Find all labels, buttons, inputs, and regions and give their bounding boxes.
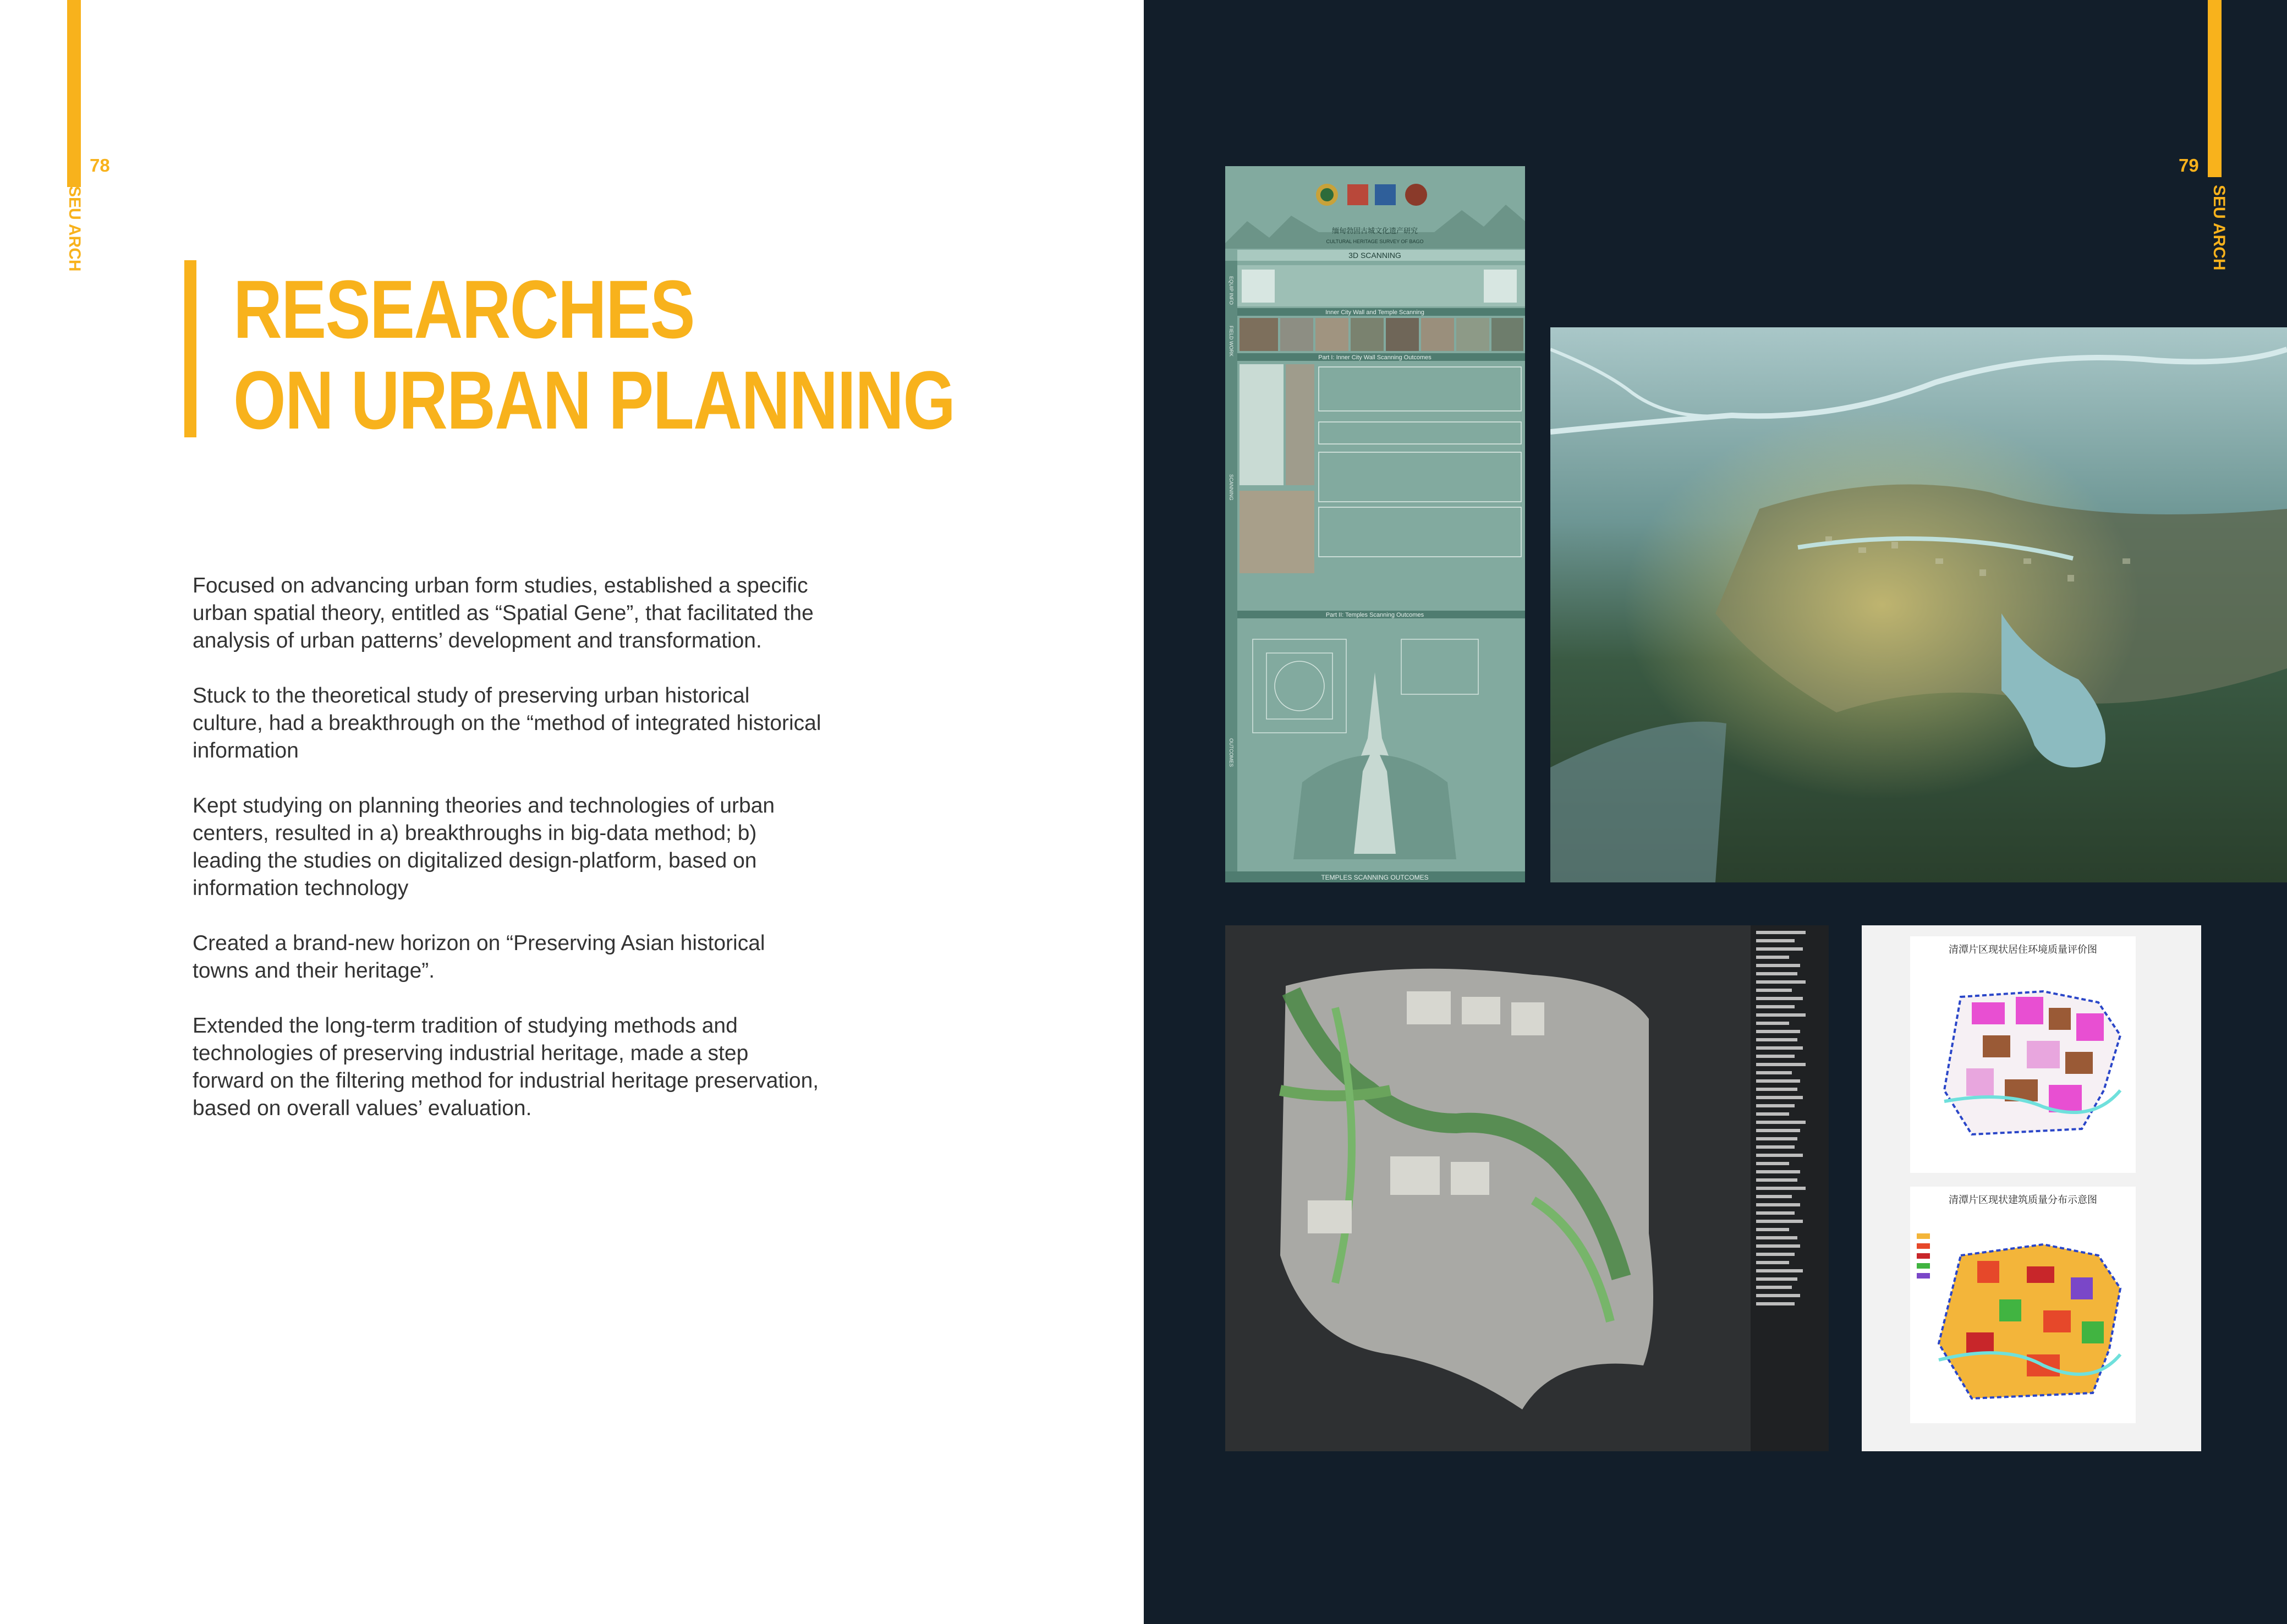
poster-side-label: SCANNING bbox=[1228, 474, 1234, 501]
left-accent-bar bbox=[67, 0, 81, 187]
paragraph: Extended the long-term tradition of studying methods and technologies of preserving industrial heritage, made a step forward on the filtering method for industrial heritage preservation, based on overall values’ evaluation. bbox=[193, 1014, 819, 1120]
poster-footer: TEMPLES SCANNING OUTCOMES bbox=[1321, 874, 1429, 881]
map-top-title: 清潭片区现状居住环境质量评价图 bbox=[1949, 944, 2097, 956]
poster-subtitle: CULTURAL HERITAGE SURVEY OF BAGO bbox=[1326, 239, 1424, 244]
brand-text-left: SEU ARCH bbox=[65, 186, 84, 272]
page-number-left: 78 bbox=[90, 155, 110, 175]
paragraph: Created a brand-new horizon on “Preserving Asian historical towns and their heritage”. bbox=[193, 931, 765, 983]
quality-evaluation-maps bbox=[1862, 925, 2201, 1451]
title-line-1: RESEARCHES bbox=[233, 263, 694, 355]
poster-section-3d: 3D SCANNING bbox=[1348, 251, 1401, 260]
body-text bbox=[193, 572, 825, 1150]
poster-side-label: EQUIP INFO bbox=[1228, 276, 1234, 305]
scanning-poster-image bbox=[1225, 166, 1525, 882]
paragraph: Kept studying on planning theories and technologies of urban centers, resulted in a) breakthroughs in big-data method; b) leading the studies on digitalized design-platform, based on information technology bbox=[193, 794, 775, 900]
poster-band-1: Inner City Wall and Temple Scanning bbox=[1325, 309, 1424, 316]
paragraph: Focused on advancing urban form studies, established a specific urban spatial theory, entitled as “Spatial Gene”, that facilitated the analysis of urban patterns’ development and transformation. bbox=[193, 574, 814, 652]
poster-part-2: Part II: Temples Scanning Outcomes bbox=[1325, 612, 1424, 618]
poster-side-label: OUTCOMES bbox=[1228, 738, 1234, 767]
master-plan-map bbox=[1225, 925, 1829, 1451]
map-bottom-title: 清潭片区现状建筑质量分布示意图 bbox=[1949, 1194, 2097, 1206]
page-title bbox=[233, 264, 955, 446]
paragraph: Stuck to the theoretical study of preserving urban historical culture, had a breakthrough on the “method of integrated historical information bbox=[193, 684, 821, 762]
page-number-right: 79 bbox=[2179, 155, 2199, 175]
aerial-city-rendering bbox=[1550, 327, 2287, 882]
title-accent-bar bbox=[184, 260, 196, 437]
poster-part-1: Part I: Inner City Wall Scanning Outcomes bbox=[1318, 354, 1432, 361]
poster-side-label: FIELD WORK bbox=[1228, 326, 1234, 357]
poster-title: 缅甸勃固古城文化遗产研究 bbox=[1331, 227, 1418, 235]
brand-text-right: SEU ARCH bbox=[2210, 185, 2228, 271]
title-line-2: ON URBAN PLANNING bbox=[233, 354, 955, 446]
brand-label-right bbox=[2207, 185, 2231, 271]
right-accent-bar bbox=[2208, 0, 2222, 177]
brand-label-left bbox=[62, 186, 86, 272]
